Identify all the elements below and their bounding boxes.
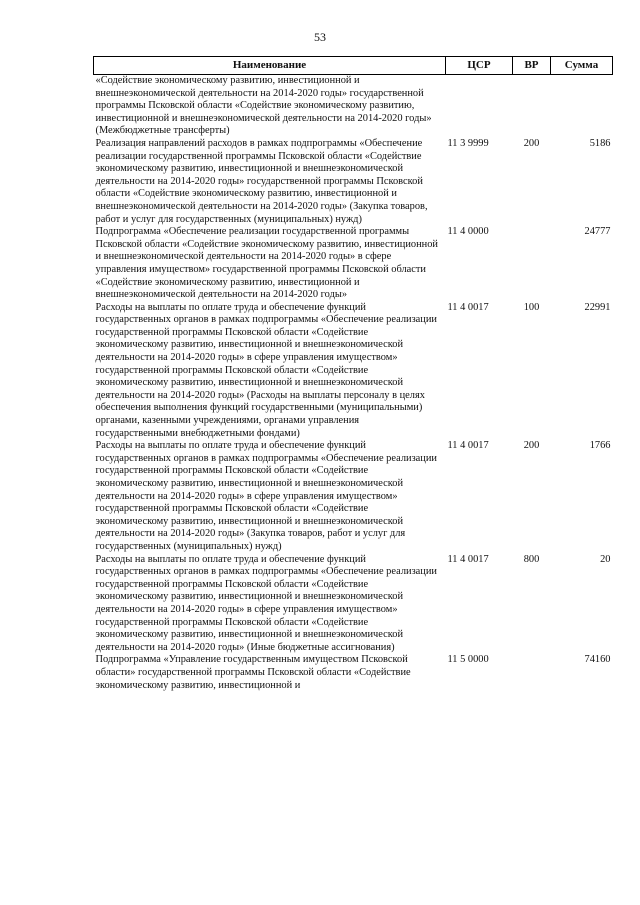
- row-csr: 11 4 0017: [447, 301, 489, 313]
- table-header-row: [94, 57, 613, 75]
- column-header-vr: ВР: [513, 57, 551, 75]
- table-row: [94, 75, 613, 138]
- row-sum: 1766: [589, 440, 611, 452]
- row-csr: 11 4 0017: [447, 553, 489, 565]
- budget-table: [93, 56, 613, 692]
- row-name: Подпрограмма «Обеспечение реализации государственной программы Псковской области «Содействие экономическому развитию, инвестиционной и внешнеэкономической деятельности на 2014-2020 годы» в сфере управления имуществом» государственной программы Псковской области «Содействие экономическому развитию, инвестиционной и внешнеэкономической деятельности на 2014-2020 годы»: [95, 226, 438, 301]
- table-row: [94, 440, 613, 553]
- row-sum: 24777: [584, 226, 611, 238]
- row-vr: 800: [523, 553, 540, 565]
- row-vr: 200: [523, 137, 540, 149]
- row-vr: 100: [523, 301, 540, 313]
- row-name: Реализация направлений расходов в рамках подпрограммы «Обеспечение реализации государственной программы Псковской области «Содействие экономическому развитию, инвестиционной и внешнеэкономической деятельности на 2014-2020 годы» государственной программы Псковской области «Содействие экономическому развитию, инвестиционной и внешнеэкономической деятельности на 2014-2020 годы» (Закупка товаров, работ и услуг для государственных (муниципальных) нужд): [95, 137, 428, 225]
- row-csr: 11 4 0017: [447, 440, 489, 452]
- row-sum: [551, 75, 613, 138]
- row-name: Расходы на выплаты по оплате труда и обеспечение функций государственных органов в рамках подпрограммы «Обеспечение реализации государственной программы Псковской области «Содействие экономическому развитию, инвестиционной и внешнеэкономической деятельности на 2014-2020 годы» в сфере управления имуществом» государственной программы Псковской области «Содействие экономическому развитию, инвестиционной и внешнеэкономической деятельности на 2014-2020 годы» (Расходы на выплаты персоналу в целях обеспечения выполнения функций государственными (муниципальными) органами, казенными учреждениями, органами управления государственными внебюджетными фондами): [95, 301, 437, 439]
- row-sum: 5186: [589, 137, 611, 149]
- table-row: [94, 554, 613, 655]
- column-header-sum: Сумма: [551, 57, 613, 75]
- row-vr: 200: [523, 440, 540, 452]
- table-row: [94, 302, 613, 441]
- row-csr: [446, 75, 513, 138]
- row-sum: 22991: [584, 301, 611, 313]
- row-csr: 11 5 0000: [447, 654, 489, 666]
- row-vr: [513, 226, 551, 302]
- row-sum: 20: [600, 553, 611, 565]
- row-csr: 11 3 9999: [447, 137, 489, 149]
- row-name: Подпрограмма «Управление государственным имуществом Псковской области» государственной программы Псковской области «Содействие экономическому развитию, инвестиционной и: [95, 654, 411, 691]
- column-header-csr: ЦСР: [446, 57, 513, 75]
- row-vr: [513, 75, 551, 138]
- row-name: Расходы на выплаты по оплате труда и обеспечение функций государственных органов в рамках подпрограммы «Обеспечение реализации государственной программы Псковской области «Содействие экономическому развитию, инвестиционной и внешнеэкономической деятельности на 2014-2020 годы» в сфере управления имуществом» государственной программы Псковской области «Содействие экономическому развитию, инвестиционной и внешнеэкономической деятельности на 2014-2020 годы» (Закупка товаров, работ и услуг для государственных (муниципальных) нужд): [95, 440, 437, 552]
- table-row: [94, 138, 613, 226]
- page-number: 53: [314, 30, 326, 44]
- column-header-name: Наименование: [94, 57, 446, 75]
- row-name: «Содействие экономическому развитию, инвестиционной и внешнеэкономической деятельности на 2014-2020 годы» государственной программы Псковской области «Содействие экономическому развитию, инвестиционной и внешнеэкономической деятельности на 2014-2020 годы» (Межбюджетные трансферты): [95, 75, 432, 137]
- table-row: [94, 226, 613, 302]
- table-row: [94, 654, 613, 692]
- row-vr: [513, 654, 551, 692]
- row-csr: 11 4 0000: [447, 226, 489, 238]
- row-name: Расходы на выплаты по оплате труда и обеспечение функций государственных органов в рамках подпрограммы «Обеспечение реализации государственной программы Псковской области «Содействие экономическому развитию, инвестиционной и внешнеэкономической деятельности на 2014-2020 годы» в сфере управления имуществом» государственной программы Псковской области «Содействие экономическому развитию, инвестиционной и внешнеэкономической деятельности на 2014-2020 годы» (Иные бюджетные ассигнования): [95, 553, 437, 653]
- row-sum: 74160: [584, 654, 611, 666]
